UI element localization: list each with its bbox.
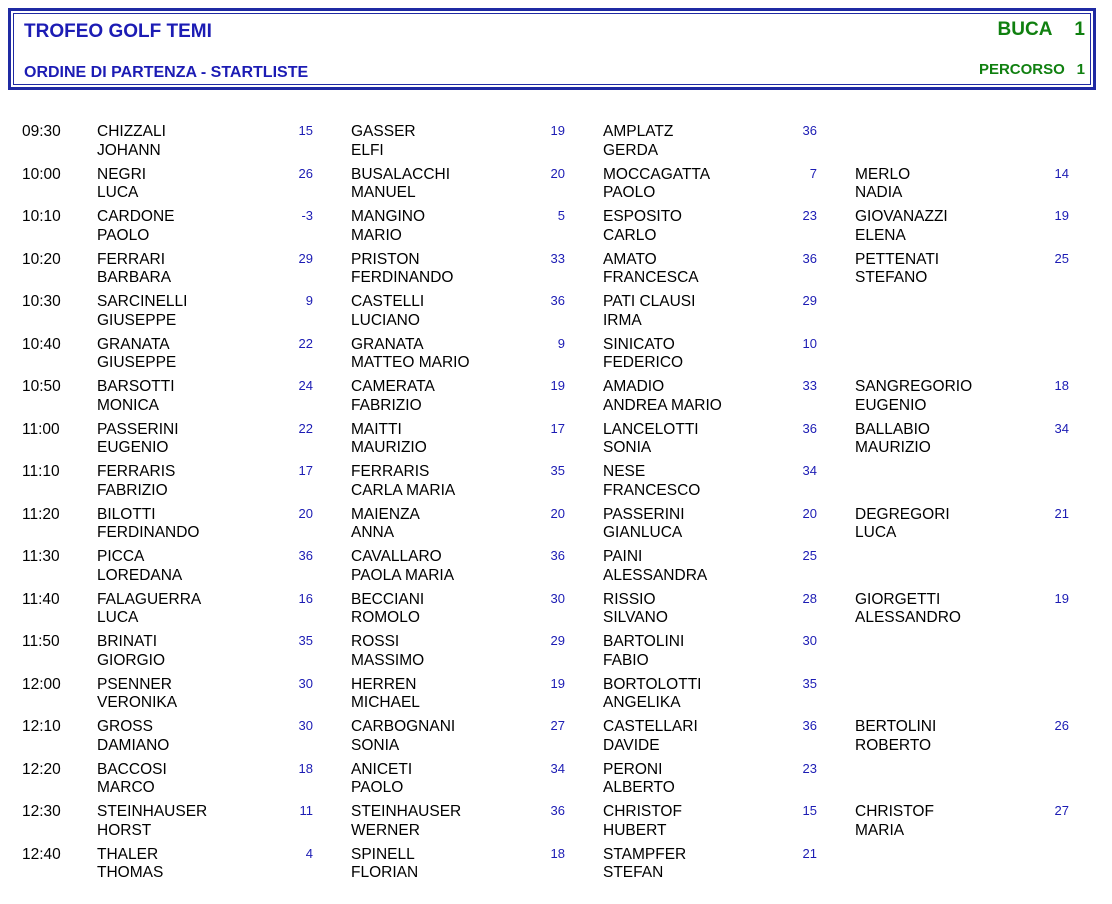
player-entry — [603, 421, 817, 458]
player-handicap: 25 — [1054, 250, 1069, 266]
player-last-name: BARTOLINI — [603, 633, 685, 650]
player-first-name: MARIA — [855, 821, 905, 839]
tee-time: 10:30 — [22, 293, 61, 310]
player-last-name: GRANATA — [97, 335, 170, 353]
tee-time: 11:30 — [22, 548, 60, 565]
player-handicap: 36 — [298, 548, 313, 563]
tee-time-row — [0, 378, 1112, 421]
tee-time-row — [0, 633, 1112, 676]
player-last-name: GRANATA — [351, 335, 424, 353]
player-handicap: 14 — [1054, 165, 1069, 181]
player-entry — [97, 251, 313, 288]
player-handicap: 27 — [1054, 803, 1069, 818]
player-first-name: LUCA — [855, 524, 897, 541]
player-handicap: 36 — [802, 250, 817, 266]
tee-time-row — [0, 676, 1112, 719]
player-handicap: 35 — [550, 463, 565, 478]
player-last-name: CARDONE — [97, 208, 175, 225]
player-first-name: FLORIAN — [351, 864, 419, 881]
player-last-name: PASSERINI — [603, 505, 685, 523]
tee-time-row — [0, 761, 1112, 804]
player-last-name: FALAGUERRA — [97, 590, 202, 608]
player-entry — [351, 293, 565, 330]
player-first-name: MAURIZIO — [351, 439, 427, 456]
player-first-name: HUBERT — [603, 821, 667, 839]
header-box — [8, 8, 1096, 90]
player-entry — [855, 378, 1069, 415]
tee-time: 12:30 — [22, 803, 61, 820]
player-entry — [97, 506, 313, 543]
player-last-name: RISSIO — [603, 590, 656, 608]
player-last-name: LANCELOTTI — [603, 420, 699, 438]
hole-label: BUCA — [997, 19, 1052, 40]
tee-time-row — [0, 846, 1112, 889]
player-first-name: GIORGIO — [97, 651, 166, 669]
tee-time-row — [0, 208, 1112, 251]
player-last-name: FERRARIS — [97, 463, 176, 480]
player-last-name: GROSS — [97, 718, 153, 735]
player-entry — [351, 676, 565, 713]
player-first-name: PAOLO — [97, 226, 150, 244]
player-last-name: AMPLATZ — [603, 123, 674, 140]
player-entry — [855, 506, 1069, 543]
tee-time-row — [0, 421, 1112, 464]
player-last-name: CAMERATA — [351, 378, 435, 395]
tee-time: 09:30 — [22, 123, 61, 140]
player-first-name: CARLO — [603, 226, 657, 244]
player-handicap: 9 — [305, 293, 313, 308]
player-entry — [351, 166, 565, 203]
page-subtitle: ORDINE DI PARTENZA - STARTLISTE — [24, 64, 309, 81]
player-handicap: 23 — [802, 760, 817, 776]
player-last-name: GIORGETTI — [855, 590, 941, 608]
player-first-name: CARLA MARIA — [351, 481, 456, 499]
player-handicap: 20 — [550, 165, 565, 181]
player-entry — [603, 251, 817, 288]
player-handicap: 17 — [298, 463, 313, 478]
player-entry — [855, 208, 1069, 245]
player-handicap: 9 — [557, 335, 565, 351]
player-first-name: ANNA — [351, 524, 395, 541]
player-entry — [855, 251, 1069, 288]
tee-time-row — [0, 718, 1112, 761]
player-entry — [603, 846, 817, 883]
player-first-name: LUCIANO — [351, 311, 420, 329]
tee-time: 10:00 — [22, 165, 61, 183]
player-first-name: MANUEL — [351, 184, 416, 201]
player-handicap: 25 — [802, 548, 817, 563]
player-first-name: VERONIKA — [97, 694, 178, 711]
player-last-name: MERLO — [855, 165, 911, 183]
player-first-name: MAURIZIO — [855, 439, 931, 456]
player-entry — [97, 336, 313, 373]
player-entry — [603, 463, 817, 500]
player-handicap: 18 — [550, 845, 565, 861]
player-last-name: CASTELLARI — [603, 718, 698, 735]
player-first-name: FABRIZIO — [97, 481, 168, 499]
player-last-name: SANGREGORIO — [855, 378, 973, 395]
player-handicap: 17 — [550, 420, 565, 436]
player-first-name: PAOLO — [351, 779, 404, 796]
player-entry — [351, 463, 565, 500]
player-last-name: SARCINELLI — [97, 293, 188, 310]
player-handicap: 19 — [550, 675, 565, 691]
player-entry — [351, 336, 565, 373]
tee-time: 12:20 — [22, 760, 61, 778]
player-last-name: BORTOLOTTI — [603, 675, 702, 693]
player-handicap: 10 — [802, 335, 817, 351]
player-last-name: STEINHAUSER — [97, 803, 208, 820]
player-entry — [97, 761, 313, 798]
player-entry — [351, 761, 565, 798]
player-first-name: DAVIDE — [603, 736, 660, 754]
player-handicap: 21 — [1054, 505, 1069, 521]
player-entry — [97, 421, 313, 458]
player-first-name: FEDERICO — [603, 354, 684, 371]
player-handicap: 30 — [298, 718, 313, 733]
player-last-name: PASSERINI — [97, 420, 179, 438]
player-last-name: NESE — [603, 463, 646, 480]
player-first-name: IRMA — [603, 311, 642, 329]
player-handicap: 15 — [802, 803, 817, 818]
player-handicap: 15 — [298, 123, 313, 138]
player-first-name: BARBARA — [97, 269, 172, 286]
player-entry — [97, 591, 313, 628]
tee-time: 10:20 — [22, 250, 61, 268]
player-first-name: ALBERTO — [603, 779, 675, 796]
player-first-name: STEFAN — [603, 864, 664, 881]
player-handicap: 36 — [550, 803, 565, 818]
player-first-name: GIANLUCA — [603, 524, 683, 541]
tee-time: 10:10 — [22, 208, 61, 225]
player-handicap: 36 — [802, 123, 817, 138]
player-first-name: FRANCESCO — [603, 481, 701, 499]
player-first-name: ROMOLO — [351, 609, 420, 626]
player-last-name: CHRISTOF — [855, 803, 934, 820]
player-handicap: 20 — [550, 505, 565, 521]
player-first-name: FABRIZIO — [351, 396, 422, 414]
player-handicap: 19 — [550, 123, 565, 138]
player-handicap: 29 — [802, 293, 817, 308]
player-entry — [97, 548, 313, 585]
player-first-name: GIUSEPPE — [97, 311, 177, 329]
player-handicap: 24 — [298, 378, 313, 393]
player-last-name: BACCOSI — [97, 760, 167, 778]
player-last-name: FERRARIS — [351, 463, 430, 480]
player-last-name: BECCIANI — [351, 590, 425, 608]
player-entry — [855, 591, 1069, 628]
player-last-name: CASTELLI — [351, 293, 425, 310]
player-handicap: 34 — [550, 760, 565, 776]
player-first-name: JOHANN — [97, 141, 161, 159]
player-first-name: ROBERTO — [855, 736, 932, 754]
player-last-name: CAVALLARO — [351, 548, 442, 565]
player-handicap: 28 — [802, 590, 817, 606]
player-first-name: SILVANO — [603, 609, 668, 626]
player-last-name: GASSER — [351, 123, 416, 140]
player-last-name: STAMPFER — [603, 845, 687, 863]
player-handicap: 19 — [1054, 590, 1069, 606]
player-handicap: 33 — [802, 378, 817, 393]
player-first-name: PAOLA MARIA — [351, 566, 455, 584]
player-handicap: 20 — [298, 505, 313, 521]
player-entry — [97, 378, 313, 415]
player-handicap: 26 — [1054, 718, 1069, 733]
player-last-name: SINICATO — [603, 335, 675, 353]
player-last-name: CARBOGNANI — [351, 718, 456, 735]
player-handicap: 35 — [802, 675, 817, 691]
hole-value: 1 — [1074, 19, 1085, 40]
player-last-name: BUSALACCHI — [351, 165, 451, 183]
player-entry — [351, 633, 565, 670]
player-handicap: 20 — [802, 505, 817, 521]
tee-time: 11:50 — [22, 633, 60, 650]
tee-time: 11:20 — [22, 505, 60, 523]
player-entry — [351, 123, 565, 160]
player-entry — [855, 166, 1069, 203]
player-handicap: 35 — [298, 633, 313, 648]
player-handicap: 19 — [1054, 208, 1069, 223]
player-handicap: 18 — [1054, 378, 1069, 393]
tee-time: 10:50 — [22, 378, 61, 395]
player-entry — [603, 676, 817, 713]
player-first-name: MATTEO MARIO — [351, 354, 470, 371]
player-first-name: EUGENIO — [97, 439, 169, 456]
player-entry — [97, 463, 313, 500]
player-handicap: 36 — [550, 548, 565, 563]
player-handicap: 22 — [298, 335, 313, 351]
tee-time-row — [0, 506, 1112, 549]
player-last-name: ROSSI — [351, 633, 400, 650]
player-entry — [855, 803, 1069, 840]
player-entry — [603, 591, 817, 628]
player-handicap: 34 — [802, 463, 817, 478]
player-first-name: FERDINANDO — [351, 269, 454, 286]
player-entry — [603, 718, 817, 755]
start-list — [0, 123, 1112, 888]
player-last-name: FERRARI — [97, 250, 166, 268]
player-handicap: 19 — [550, 378, 565, 393]
player-first-name: ALESSANDRA — [603, 566, 708, 584]
player-entry — [97, 803, 313, 840]
player-entry — [351, 378, 565, 415]
player-first-name: HORST — [97, 821, 152, 839]
player-last-name: STEINHAUSER — [351, 803, 462, 820]
tee-time: 11:10 — [22, 463, 60, 480]
player-entry — [351, 803, 565, 840]
player-first-name: SONIA — [603, 439, 652, 456]
player-entry — [603, 123, 817, 160]
player-last-name: GIOVANAZZI — [855, 208, 948, 225]
player-first-name: ELENA — [855, 226, 906, 244]
player-entry — [97, 676, 313, 713]
player-last-name: PETTENATI — [855, 250, 940, 268]
player-entry — [855, 421, 1069, 458]
player-entry — [855, 718, 1069, 755]
player-entry — [603, 506, 817, 543]
hole-indicator — [998, 19, 1085, 41]
player-first-name: MICHAEL — [351, 694, 420, 711]
player-last-name: ANICETI — [351, 760, 413, 778]
player-handicap: 21 — [802, 845, 817, 861]
player-entry — [351, 718, 565, 755]
player-entry — [97, 718, 313, 755]
player-last-name: PSENNER — [97, 675, 172, 693]
player-handicap: 36 — [802, 420, 817, 436]
player-first-name: MARIO — [351, 226, 402, 244]
player-handicap: 30 — [298, 675, 313, 691]
player-first-name: NADIA — [855, 184, 903, 201]
player-entry — [603, 633, 817, 670]
tee-time-row — [0, 293, 1112, 336]
course-value: 1 — [1076, 61, 1085, 78]
player-handicap: 22 — [298, 420, 313, 436]
tee-time: 12:40 — [22, 845, 61, 863]
player-handicap: 29 — [298, 250, 313, 266]
player-entry — [351, 506, 565, 543]
player-entry — [351, 251, 565, 288]
player-handicap: 11 — [299, 803, 313, 818]
player-handicap: 27 — [550, 718, 565, 733]
player-entry — [351, 591, 565, 628]
player-last-name: BRINATI — [97, 633, 157, 650]
player-last-name: CHIZZALI — [97, 123, 166, 140]
player-first-name: STEFANO — [855, 269, 928, 286]
player-entry — [97, 208, 313, 245]
player-last-name: PAINI — [603, 548, 643, 565]
player-handicap: 33 — [550, 250, 565, 266]
player-last-name: MANGINO — [351, 208, 426, 225]
tee-time-row — [0, 591, 1112, 634]
player-entry — [603, 293, 817, 330]
player-first-name: GERDA — [603, 141, 659, 159]
player-handicap: 30 — [550, 590, 565, 606]
player-entry — [97, 123, 313, 160]
player-last-name: NEGRI — [97, 165, 147, 183]
player-last-name: BARSOTTI — [97, 378, 175, 395]
page-title: TROFEO GOLF TEMI — [24, 21, 212, 42]
player-entry — [603, 761, 817, 798]
player-last-name: BALLABIO — [855, 420, 930, 438]
player-entry — [351, 421, 565, 458]
player-first-name: GIUSEPPE — [97, 354, 177, 371]
tee-time: 10:40 — [22, 335, 61, 353]
player-last-name: DEGREGORI — [855, 505, 950, 523]
player-first-name: SONIA — [351, 736, 400, 754]
player-last-name: CHRISTOF — [603, 803, 682, 820]
course-label: PERCORSO — [978, 61, 1065, 78]
player-entry — [603, 336, 817, 373]
player-last-name: ESPOSITO — [603, 208, 682, 225]
player-first-name: WERNER — [351, 821, 420, 839]
player-last-name: MOCCAGATTA — [603, 165, 711, 183]
player-last-name: MAITTI — [351, 420, 402, 438]
player-handicap: 36 — [802, 718, 817, 733]
player-handicap: 16 — [298, 590, 313, 606]
player-first-name: FABIO — [603, 651, 649, 669]
player-first-name: MARCO — [97, 779, 155, 796]
player-entry — [351, 548, 565, 585]
player-last-name: PRISTON — [351, 250, 420, 268]
tee-time-row — [0, 463, 1112, 506]
player-entry — [603, 548, 817, 585]
player-entry — [97, 293, 313, 330]
player-handicap: 36 — [550, 293, 565, 308]
player-first-name: ELFI — [351, 141, 384, 159]
player-handicap: 5 — [557, 208, 565, 223]
player-last-name: AMADIO — [603, 378, 665, 395]
player-handicap: 23 — [802, 208, 817, 223]
player-first-name: DAMIANO — [97, 736, 170, 754]
tee-time-row — [0, 123, 1112, 166]
player-last-name: PICCA — [97, 548, 145, 565]
player-entry — [603, 803, 817, 840]
player-first-name: PAOLO — [603, 184, 656, 201]
player-handicap: 34 — [1054, 420, 1069, 436]
player-last-name: SPINELL — [351, 845, 415, 863]
player-handicap: 18 — [298, 760, 313, 776]
player-last-name: PATI CLAUSI — [603, 293, 696, 310]
player-first-name: ALESSANDRO — [855, 609, 961, 626]
player-entry — [603, 166, 817, 203]
player-entry — [97, 846, 313, 883]
player-first-name: FRANCESCA — [603, 269, 699, 286]
player-entry — [97, 633, 313, 670]
tee-time-row — [0, 336, 1112, 379]
player-first-name: LUCA — [97, 184, 139, 201]
player-last-name: BERTOLINI — [855, 718, 937, 735]
player-entry — [351, 208, 565, 245]
player-last-name: PERONI — [603, 760, 663, 778]
player-entry — [603, 208, 817, 245]
player-handicap: 29 — [550, 633, 565, 648]
course-indicator — [979, 61, 1085, 78]
player-handicap: 7 — [809, 165, 817, 181]
player-handicap: 26 — [298, 165, 313, 181]
player-last-name: BILOTTI — [97, 505, 156, 523]
player-entry — [97, 166, 313, 203]
player-first-name: MONICA — [97, 396, 159, 414]
player-handicap: 4 — [305, 845, 313, 861]
player-first-name: THOMAS — [97, 864, 164, 881]
player-handicap: 30 — [802, 633, 817, 648]
player-last-name: HERREN — [351, 675, 417, 693]
player-first-name: FERDINANDO — [97, 524, 200, 541]
player-entry — [351, 846, 565, 883]
player-first-name: LOREDANA — [97, 566, 183, 584]
tee-time: 12:00 — [22, 675, 61, 693]
tee-time: 11:00 — [22, 420, 60, 438]
tee-time-row — [0, 548, 1112, 591]
player-first-name: ANDREA MARIO — [603, 396, 722, 414]
player-first-name: ANGELIKA — [603, 694, 681, 711]
player-last-name: MAIENZA — [351, 505, 420, 523]
tee-time: 12:10 — [22, 718, 61, 735]
player-last-name: THALER — [97, 845, 159, 863]
player-last-name: AMATO — [603, 250, 657, 268]
tee-time-row — [0, 803, 1112, 846]
tee-time-row — [0, 251, 1112, 294]
player-first-name: MASSIMO — [351, 651, 425, 669]
player-first-name: LUCA — [97, 609, 139, 626]
tee-time: 11:40 — [22, 590, 60, 608]
player-first-name: EUGENIO — [855, 396, 927, 414]
player-entry — [603, 378, 817, 415]
tee-time-row — [0, 166, 1112, 209]
player-handicap: -3 — [301, 208, 313, 223]
